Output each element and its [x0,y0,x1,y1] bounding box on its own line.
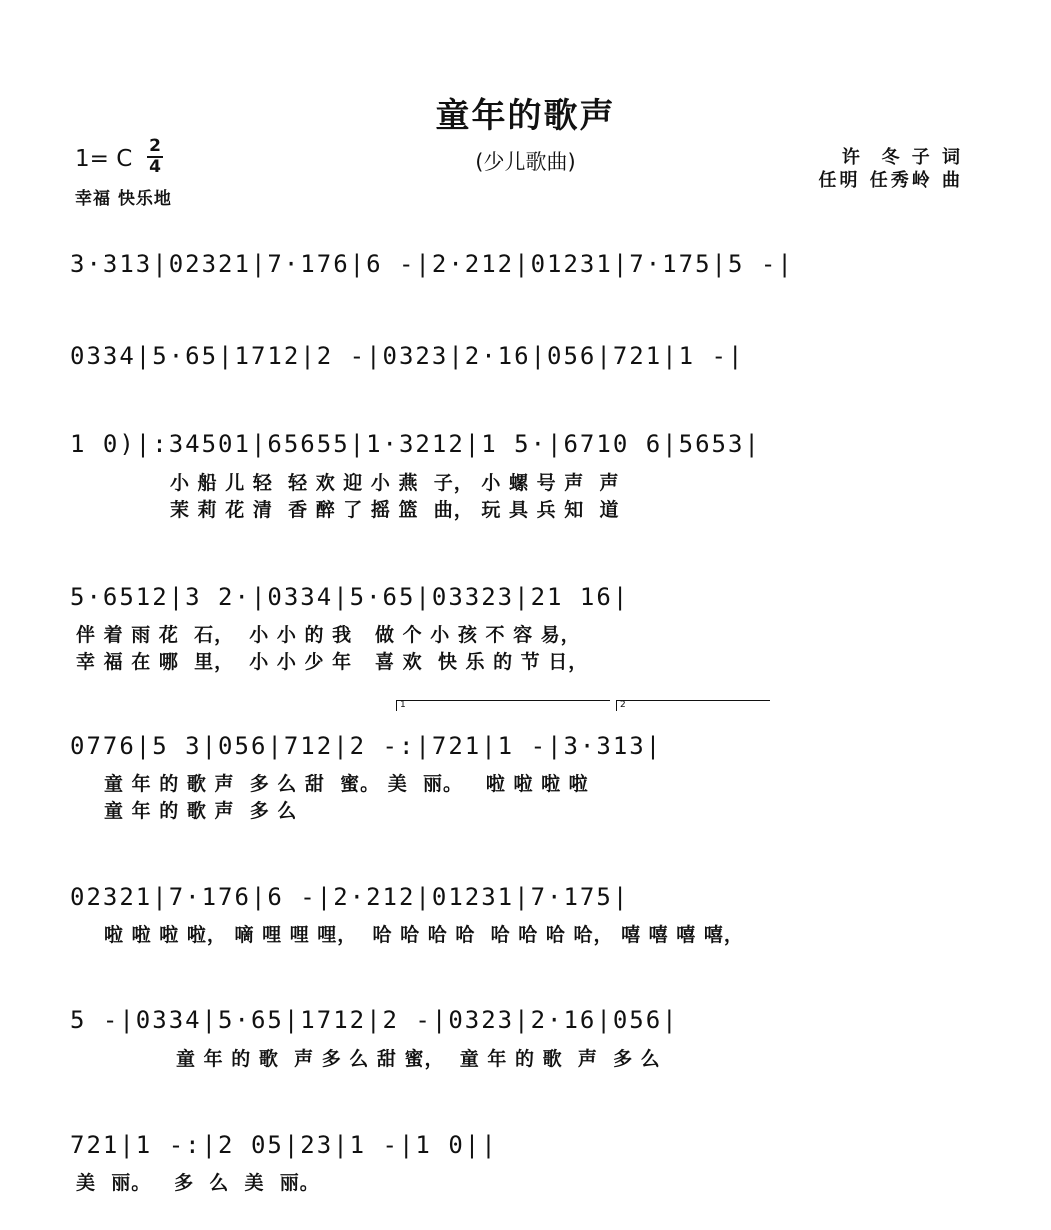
lyric-line: 小 船 儿 轻 轻 欢 迎 小 燕 子， 小 螺 号 声 声 [170,472,620,494]
song-title: 童年的歌声 [435,96,616,136]
lyric-line: 啦 啦 啦 啦， 嘀 哩 哩 哩， 哈 哈 哈 哈 哈 哈 哈 哈， 嘻 嘻 嘻 嘻， [104,924,744,946]
notation-row: 02321|7·176|6 -|2·212|01231|7·175| [70,883,630,911]
tempo-marking: 幸福 快乐地 [75,189,172,209]
volta-1: 1 [396,700,610,711]
notation-row: 3·313|02321|7·176|6 -|2·212|01231|7·175|5 -| [70,250,794,278]
lyric-line: 幸 福 在 哪 里， 小 小 少 年 喜 欢 快 乐 的 节 日， [76,651,589,673]
lyric-line: 茉 莉 花 清 香 醉 了 摇 篮 曲， 玩 具 兵 知 道 [170,499,620,521]
time-signature [147,138,163,176]
volta-2: 2 [616,700,770,711]
lyricist-credit: 许 冬 子 词 [841,147,963,168]
notation-row: 5·6512|3 2·|0334|5·65|03323|21 16| [70,583,630,611]
song-subtitle: (少儿歌曲) [475,150,576,174]
lyric-line: 伴 着 雨 花 石， 小 小 的 我 做 个 小 孩 不 容 易， [76,624,581,646]
time-signature-top: 2 [149,136,161,156]
notation-row: 721|1 -:|2 05|23|1 -|1 0|| [70,1131,498,1159]
composer-credit: 任明 任秀岭 曲 [818,170,963,191]
lyric-line: 童 年 的 歌 声 多 么 甜 蜜， 童 年 的 歌 声 多 么 [176,1048,661,1070]
time-signature-bottom: 4 [149,157,161,177]
lyric-line: 童 年 的 歌 声 多 么 甜 蜜。 美 丽。 啦 啦 啦 啦 [104,773,589,795]
notation-row: 0334|5·65|1712|2 -|0323|2·16|056|721|1 -| [70,342,745,370]
notation-row: 0776|5 3|056|712|2 -:|721|1 -|3·313| [70,732,663,760]
lyric-line: 美 丽。 多 么 美 丽。 [76,1172,320,1194]
notation-row: 5 -|0334|5·65|1712|2 -|0323|2·16|056| [70,1006,679,1034]
key-signature: 1= C [75,146,133,172]
lyric-line: 童 年 的 歌 声 多 么 [104,800,298,822]
notation-row: 1 0)|:34501|65655|1·3212|1 5·|6710 6|5653| [70,430,761,458]
